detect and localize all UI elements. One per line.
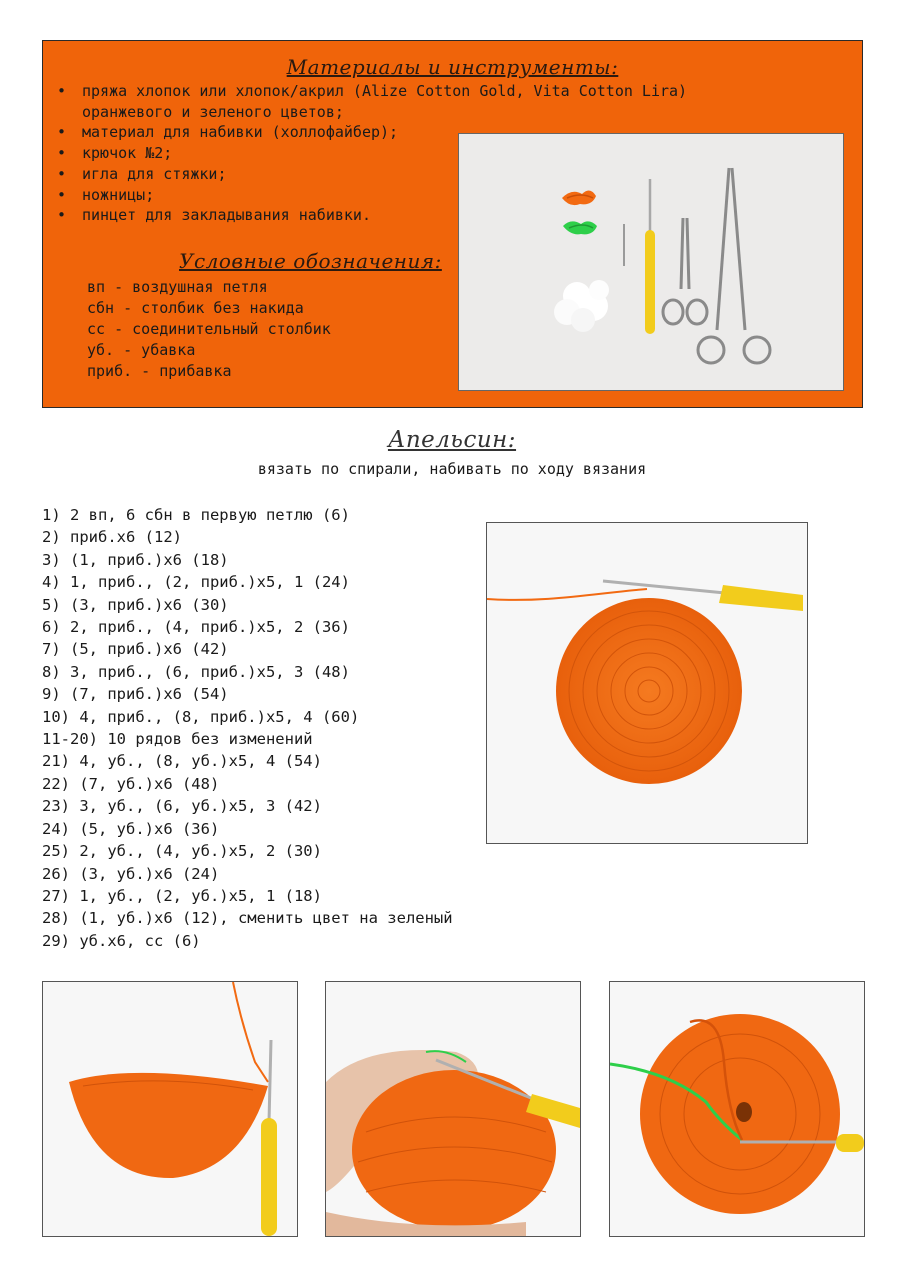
pattern-row: 29) уб.х6, сс (6): [42, 931, 201, 950]
pattern-row: 2) приб.х6 (12): [42, 528, 182, 547]
orange-yarn-icon: [562, 190, 596, 205]
list-item: • материал для набивки (холлофайбер);: [57, 122, 687, 143]
photo-in-hand: [325, 981, 581, 1237]
pattern-row: 3) (1, приб.)х6 (18): [42, 550, 229, 569]
pattern-row: 1) 2 вп, 6 сбн в первую петлю (6): [42, 506, 350, 524]
photo-closing-top: [609, 981, 865, 1237]
pattern-row: 27) 1, уб., (2, уб.)х5, 1 (18): [42, 886, 322, 905]
materials-title: Материалы и инструменты:: [286, 55, 619, 79]
legend-item: вп - воздушная петля: [87, 278, 268, 296]
orange-title: Апельсин:: [387, 427, 517, 453]
crochet-bowl: [69, 1073, 268, 1178]
list-item: • пинцет для закладывания набивки.: [57, 205, 687, 226]
pattern-row: 26) (3, уб.)х6 (24): [42, 864, 220, 883]
pattern-row: 4) 1, приб., (2, приб.)х5, 1 (24): [42, 573, 350, 592]
pattern-row: 28) (1, уб.)х6 (12), сменить цвет на зеленый: [42, 909, 453, 928]
legend-item: уб. - убавка: [87, 341, 196, 359]
pattern-row: 9) (7, приб.)х6 (54): [42, 685, 229, 704]
pattern-row: 23) 3, уб., (6, уб.)х5, 3 (42): [42, 797, 322, 816]
photo-flat-circle: [486, 522, 808, 844]
pattern-row: 10) 4, приб., (8, приб.)х5, 4 (60): [42, 707, 360, 726]
orange-subtitle: вязать по спирали, набивать по ходу вязания: [257, 460, 647, 478]
forceps-icon: [698, 168, 770, 363]
pattern-row: 5) (3, приб.)х6 (30): [42, 595, 229, 614]
pattern-row: 21) 4, уб., (8, уб.)х5, 4 (54): [42, 752, 322, 771]
green-yarn-icon: [563, 221, 597, 234]
list-item-continuation: оранжевого и зеленого цветов;: [82, 102, 344, 121]
list-item: • игла для стяжки;: [57, 164, 687, 185]
pattern-row: 24) (5, уб.)х6 (36): [42, 819, 220, 838]
pattern-rows: [42, 504, 453, 952]
pattern-row: 8) 3, приб., (6, приб.)х5, 3 (48): [42, 662, 350, 681]
scissors-icon: [663, 218, 707, 324]
tools-photo: [458, 133, 844, 391]
legend-item: приб. - прибавка: [87, 362, 232, 380]
crochet-hook-icon: [261, 1040, 277, 1236]
legend-title: Условные обозначения:: [179, 249, 442, 273]
list-item: • крючок №2;: [57, 143, 687, 164]
materials-box: [42, 40, 863, 408]
stuffing-icon: [554, 280, 609, 332]
crochet-ball: [352, 1070, 556, 1230]
pattern-row: 22) (7, уб.)х6 (48): [42, 774, 220, 793]
pattern-row: 7) (5, приб.)х6 (42): [42, 640, 229, 659]
pattern-row: 6) 2, приб., (4, приб.)х5, 2 (36): [42, 618, 350, 637]
legend-list: [87, 277, 331, 382]
list-item: • ножницы;: [57, 185, 687, 206]
crochet-hook-icon: [645, 179, 655, 334]
yarn-strand: [487, 589, 647, 600]
pattern-row: 11-20) 10 рядов без изменений: [42, 730, 313, 749]
pattern-row: 25) 2, уб., (4, уб.)х5, 2 (30): [42, 842, 322, 861]
legend-item: сс - соединительный столбик: [87, 320, 331, 338]
list-item: • пряжа хлопок или хлопок/акрил (Alize Cotton Gold, Vita Cotton Lira): [57, 81, 687, 102]
legend-item: сбн - столбик без накида: [87, 299, 304, 317]
crochet-circle: [556, 598, 742, 784]
photo-bowl: [42, 981, 298, 1237]
